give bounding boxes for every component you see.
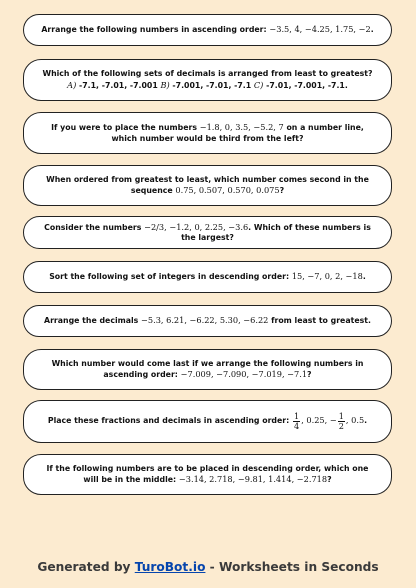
fraction-denominator: 2: [338, 421, 344, 431]
question-text: Sort the following set of integers in descending order:: [49, 272, 292, 282]
question-end: ?: [327, 475, 332, 484]
question-end: on a number line, which number would be third from the left?: [111, 123, 364, 143]
math-expression: −3.14, 2.718, −9.81, 1.414, −2.718: [178, 474, 328, 484]
option-a-text: -7.1, -7.01, -7.001: [76, 80, 161, 90]
question-text: Arrange the decimals: [44, 316, 142, 326]
question-end: .: [364, 416, 368, 426]
option-b-text: -7.001, -7.01, -7.1: [169, 80, 254, 90]
question-end: .: [370, 25, 374, 35]
question-end: . Which of these numbers is the largest?: [181, 222, 371, 242]
fraction-one-half: [338, 412, 345, 430]
footer-suffix: - Worksheets in Seconds: [205, 560, 379, 574]
option-c-label: C): [253, 79, 264, 90]
question-6: [23, 261, 392, 293]
math-expression: 0.75, 0.507, 0.570, 0.075: [175, 185, 280, 195]
question-text: Which of the following sets of decimals is arranged from least to greatest?: [42, 69, 373, 79]
question-3: [23, 112, 392, 154]
question-text: Place these fractions and decimals in ascending order:: [47, 416, 292, 426]
math-expression: −2/3, −1.2, 0, 2.25, −3.6: [144, 221, 249, 232]
math-expression: −3.5, 4, −4.25, 1.75, −2: [269, 24, 371, 35]
question-end: .: [362, 272, 366, 282]
fraction-numerator: 1: [293, 411, 300, 422]
question-text: If you were to place the numbers: [51, 123, 200, 133]
question-10: [23, 454, 392, 495]
question-text: Which number would come last if we arrange the following numbers in ascending order:: [51, 358, 364, 379]
option-b-label: B): [160, 79, 170, 90]
question-4: [23, 165, 392, 206]
question-text: If the following numbers are to be placed in descending order, which one will be in the middle:: [46, 463, 369, 484]
math-expression: −1.8, 0, 3.5, −5.2, 7: [199, 122, 284, 133]
question-8: [23, 349, 392, 390]
math-expression: −5.3, 6.21, −6.22, 5.30, −6.22: [141, 315, 269, 326]
question-end: ?: [279, 186, 285, 195]
math-expression: 15, −7, 0, 2, −18: [291, 271, 363, 282]
footer-prefix: Generated by: [37, 560, 135, 574]
question-7: [23, 305, 392, 337]
option-c-text: -7.01, -7.001, -7.1.: [263, 80, 348, 90]
math-expression: , 0.25, −: [301, 415, 337, 426]
footer: [0, 560, 416, 574]
question-1: [23, 14, 392, 46]
question-end: ?: [307, 370, 312, 379]
question-5: [23, 216, 392, 249]
question-2: [23, 59, 392, 101]
math-expression: , 0.5: [345, 415, 365, 426]
math-expression: −7.009, −7.090, −7.019, −7.1: [180, 369, 308, 379]
question-text: Consider the numbers: [44, 222, 145, 232]
fraction-denominator: 4: [293, 421, 300, 431]
question-text: When ordered from greatest to least, which number comes second in the sequence: [46, 174, 369, 195]
fraction-one-quarter: [293, 412, 300, 430]
option-a-label: A): [67, 79, 77, 90]
fraction-numerator: 1: [338, 411, 344, 422]
question-text: Arrange the following numbers in ascending order:: [41, 25, 270, 35]
question-end: from least to greatest.: [268, 316, 371, 326]
turobot-link[interactable]: TuroBot.io: [134, 560, 206, 574]
question-9: [23, 400, 392, 443]
